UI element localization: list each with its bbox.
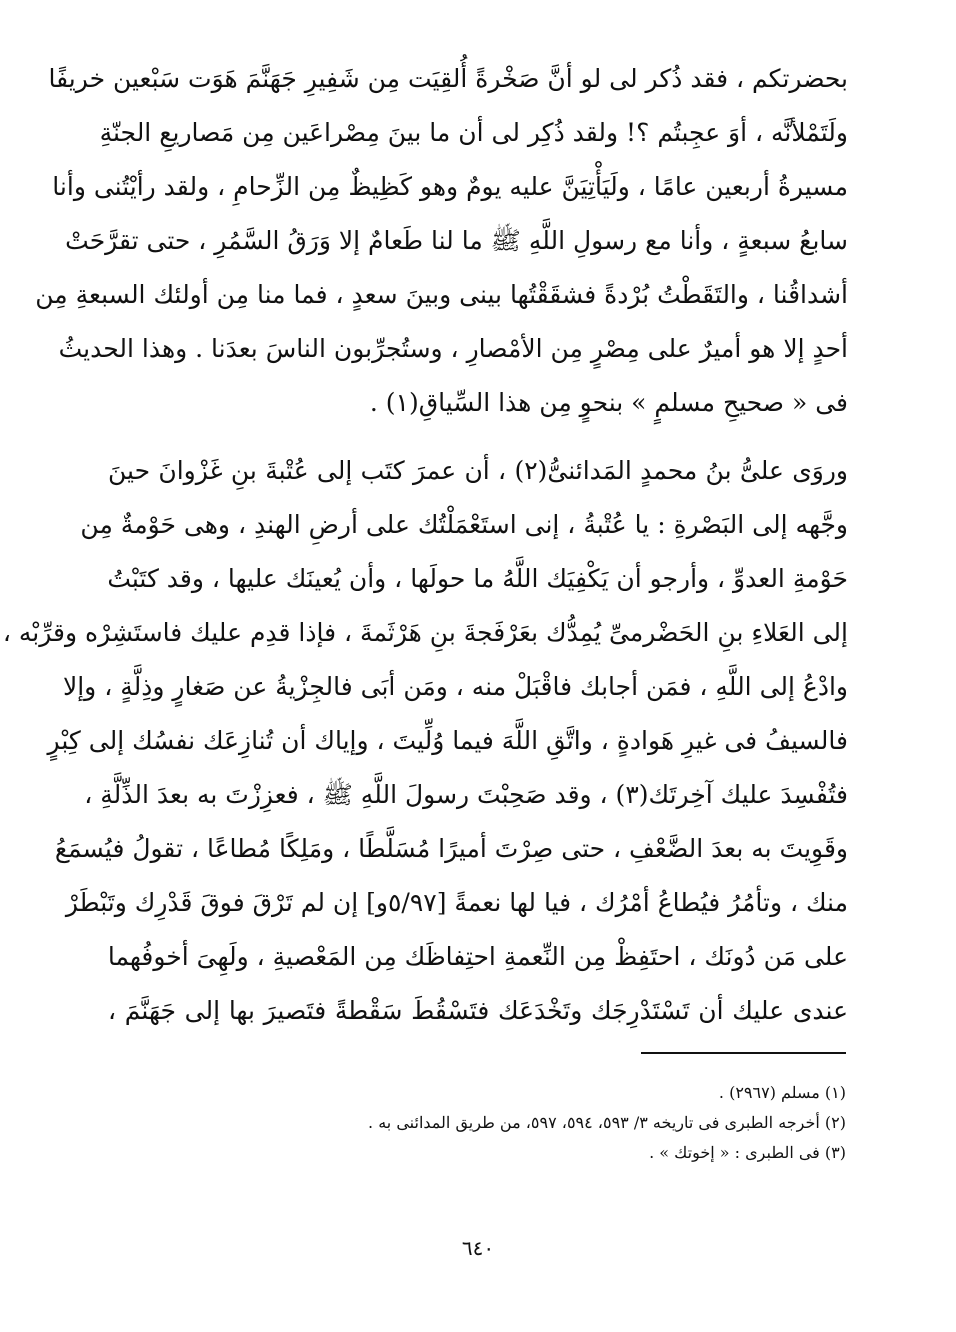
text-line: على مَن دُونَك ، احتَفِظْ مِن النِّعمةِ احتِفاظَك مِن المَعْصيةِ ، ولَهِىَ أخوفُهما [107, 942, 848, 971]
text-line: منك ، وتأمُرُ فيُطاعُ أمْرُك ، فيا لها نعمةً [٥/٩٧و] إن لم تَرْقَ فوقَ قَدْرِك وتَبْطَرْ [65, 888, 848, 917]
text-line: حَوْمةِ العدوِّ ، وأرجو أن يَكْفِيَك اللَّهُ ما حولَها ، وأن يُعينَك عليها ، وقد كتَبْتُ [107, 564, 848, 593]
text-line: سابعُ سبعةٍ ، وأنا مع رسولِ اللَّهِ ﷺ ما لنا طَعامٌ إلا وَرَقُ السَّمُرِ ، حتى تقرَّحَتْ [65, 226, 848, 255]
text-line: فالسيفُ فى غيرِ هَوادةٍ ، واتَّقِ اللَّهَ فيما وُلِّيتَ ، وإياك أن تُنازِعَك نفسُك إلى كِبْرٍ [47, 726, 848, 755]
paragraph-gap [108, 430, 848, 444]
text-line: أحدٍ إلا هو أميرٌ على مِصْرٍ مِن الأمْصارِ ، وستُجرِّبون الناسَ بعدَنا . وهذا الحديثُ [58, 334, 848, 363]
footnotes [260, 1078, 846, 1168]
text-line: إلى العَلاءِ بنِ الحَضْرمىِّ يُمِدُّك بعَرْفَجةَ بنِ هَرْثَمةَ ، فإذا قدِم عليك فاستَشِرْه وقرِّبْه ، [2, 618, 848, 647]
text-line: بحضرتكم ، فقد ذُكر لى لو أنَّ صَخْرةً أُلقِيَت مِن شَفِيرِ جَهَنَّمَ هَوَت سَبْعين خريفًا [48, 64, 848, 93]
text-line: وجَّهه إلى البَصْرةِ : يا عُتْبةُ ، إنى استَعْمَلْتُك على أرضِ الهندِ ، وهى حَوْمةٌ مِن [80, 510, 848, 539]
text-line: وادْعُ إلى اللَّهِ ، فمَن أجابك فاقْبَلْ منه ، ومَن أبَى فالجِزْيةُ عن صَغارٍ وذِلَّةٍ ، وإلا [62, 672, 848, 701]
main-text [2, 52, 848, 1038]
footnote: (٢) أخرجه الطبرى فى تاريخه ٣/ ٥٩٣، ٥٩٤، ٥٩٧، من طريق المدائنى به . [368, 1113, 846, 1132]
footnote: (٣) فى الطبرى : « إخوتك » . [649, 1143, 846, 1162]
text-line: مسيرةُ أربعين عامًا ، ولَيَأْتِيَنَّ عليه يومٌ وهو كَظِيظٌ مِن الزِّحامِ ، ولقد رأيْتُنى وأنا [52, 172, 848, 201]
text-line: ولَتَمْلأنَّه ، أوَ عجِبتُم ؟! ولقد ذُكِر لى أن ما بينَ مِصْراعَين مِن مَصاريعِ الجنّةِ [99, 118, 848, 147]
footnote-divider [641, 1052, 846, 1054]
text-line: وقَوِيتَ به بعدَ الضَّعْفِ ، حتى صِرْتَ أميرًا مُسَلَّطًا ، ومَلِكًا مُطاعًا ، تقولُ فيُسمَعُ [54, 834, 848, 863]
footnote: (١) مسلم (٢٩٦٧) . [718, 1083, 846, 1102]
page-number: ٦٤٠ [461, 1236, 495, 1260]
text-line: فى « صحيحِ مسلمٍ » بنحوٍ مِن هذا السِّياقِ(١) . [369, 388, 848, 417]
text-line: وروَى علىُّ بنُ محمدٍ المَدائنىُّ(٢) ، أن عمرَ كتَب إلى عُتْبةَ بنِ غَزْوانَ حينَ [108, 456, 848, 485]
text-line: أشداقُنا ، والتَقَطْتُ بُرْدةً فشقَقْتُها بينى وبينَ سعدٍ ، فما منا مِن أولئك السبعةِ مِن [35, 280, 848, 309]
text-line: فتُفْسِدَ عليك آخِرتَك(٣) ، وقد صَحِبْتَ رسولَ اللَّهِ ﷺ ، فعزِزْتَ به بعدَ الذِّلَّةِ ، [84, 780, 848, 809]
text-line: عندى عليك أن تَسْتَدْرِجَك وتَخْدَعَك فتَسْقُطَ سَقْطةً فتَصيرَ بها إلى جَهَنَّمَ ، [108, 996, 848, 1025]
